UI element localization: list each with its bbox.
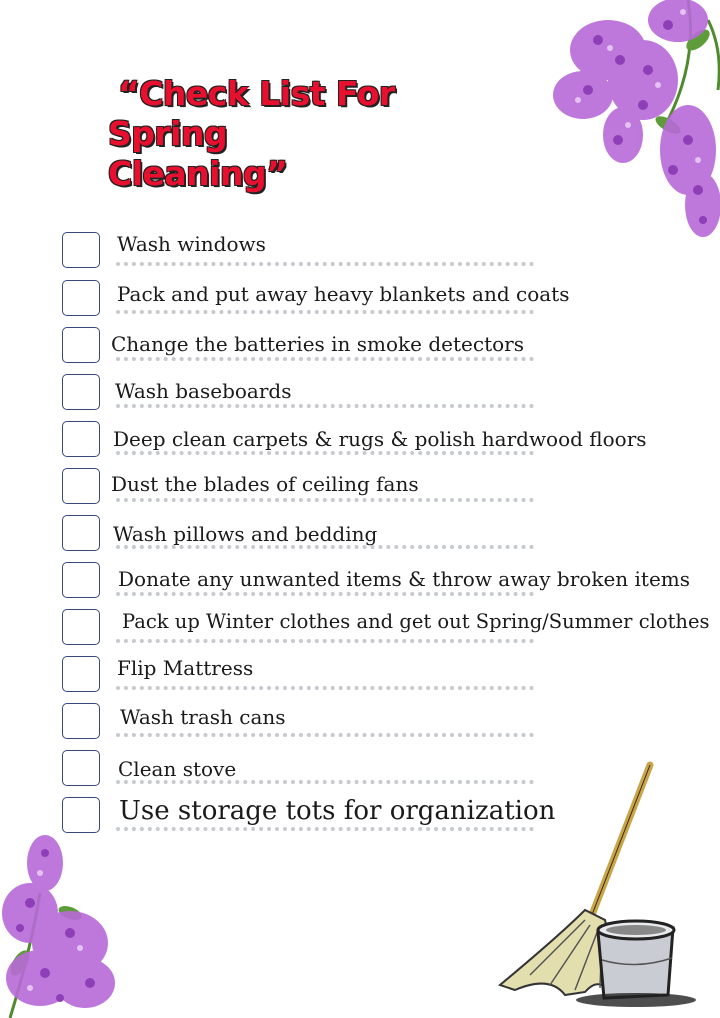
- dotted-line: [116, 404, 534, 408]
- dotted-line: [116, 592, 534, 596]
- dotted-line: [116, 733, 534, 737]
- checklist-item-label: Dust the blades of ceiling fans: [111, 472, 419, 496]
- checklist-item-label: Wash trash cans: [120, 705, 286, 729]
- checklist-item-label: Donate any unwanted items & throw away broken items: [118, 567, 691, 591]
- checklist-item-label: Flip Mattress: [117, 656, 254, 680]
- checkbox[interactable]: [62, 280, 100, 316]
- checkbox[interactable]: [62, 468, 100, 504]
- checklist-item-label: Deep clean carpets & rugs & polish hardwood floors: [113, 427, 647, 451]
- checkbox[interactable]: [62, 609, 100, 645]
- checkbox[interactable]: [62, 515, 100, 551]
- checklist-item-label: Wash pillows and bedding: [113, 522, 378, 546]
- checklist-item-label: Wash baseboards: [115, 379, 292, 403]
- checkbox[interactable]: [62, 703, 100, 739]
- checkbox[interactable]: [62, 327, 100, 363]
- checklist-item-label: Pack up Winter clothes and get out Spring/Summer clothes: [122, 610, 710, 633]
- checklist-item-label: Change the batteries in smoke detectors: [111, 332, 524, 356]
- dotted-line: [116, 498, 534, 502]
- title-line-2: Spring Cleaning”: [108, 114, 288, 193]
- dotted-line: [116, 827, 534, 831]
- checkbox[interactable]: [62, 750, 100, 786]
- checkbox[interactable]: [62, 421, 100, 457]
- dotted-line: [116, 686, 534, 690]
- dotted-line: [116, 451, 534, 455]
- checklist-item-label: Wash windows: [117, 232, 266, 256]
- checkbox[interactable]: [62, 232, 100, 268]
- title-line-1: “Check List For: [118, 74, 395, 113]
- lilac-flower-top-right-icon: [548, 0, 720, 245]
- dotted-line: [116, 545, 534, 549]
- dotted-line: [116, 357, 534, 361]
- checklist-item-label: Use storage tots for organization: [119, 796, 556, 826]
- checkbox[interactable]: [62, 656, 100, 692]
- checklist-item-label: Clean stove: [118, 757, 237, 781]
- checklist-item-label: Pack and put away heavy blankets and coats: [117, 282, 570, 306]
- checklist-title: [108, 74, 408, 194]
- dotted-line: [116, 639, 534, 643]
- dotted-line: [116, 780, 534, 784]
- dotted-line: [116, 262, 534, 266]
- checkbox[interactable]: [62, 797, 100, 833]
- checkbox[interactable]: [62, 374, 100, 410]
- lilac-flower-bottom-left-icon: [0, 833, 130, 1018]
- checkbox[interactable]: [62, 562, 100, 598]
- dotted-line: [116, 310, 534, 314]
